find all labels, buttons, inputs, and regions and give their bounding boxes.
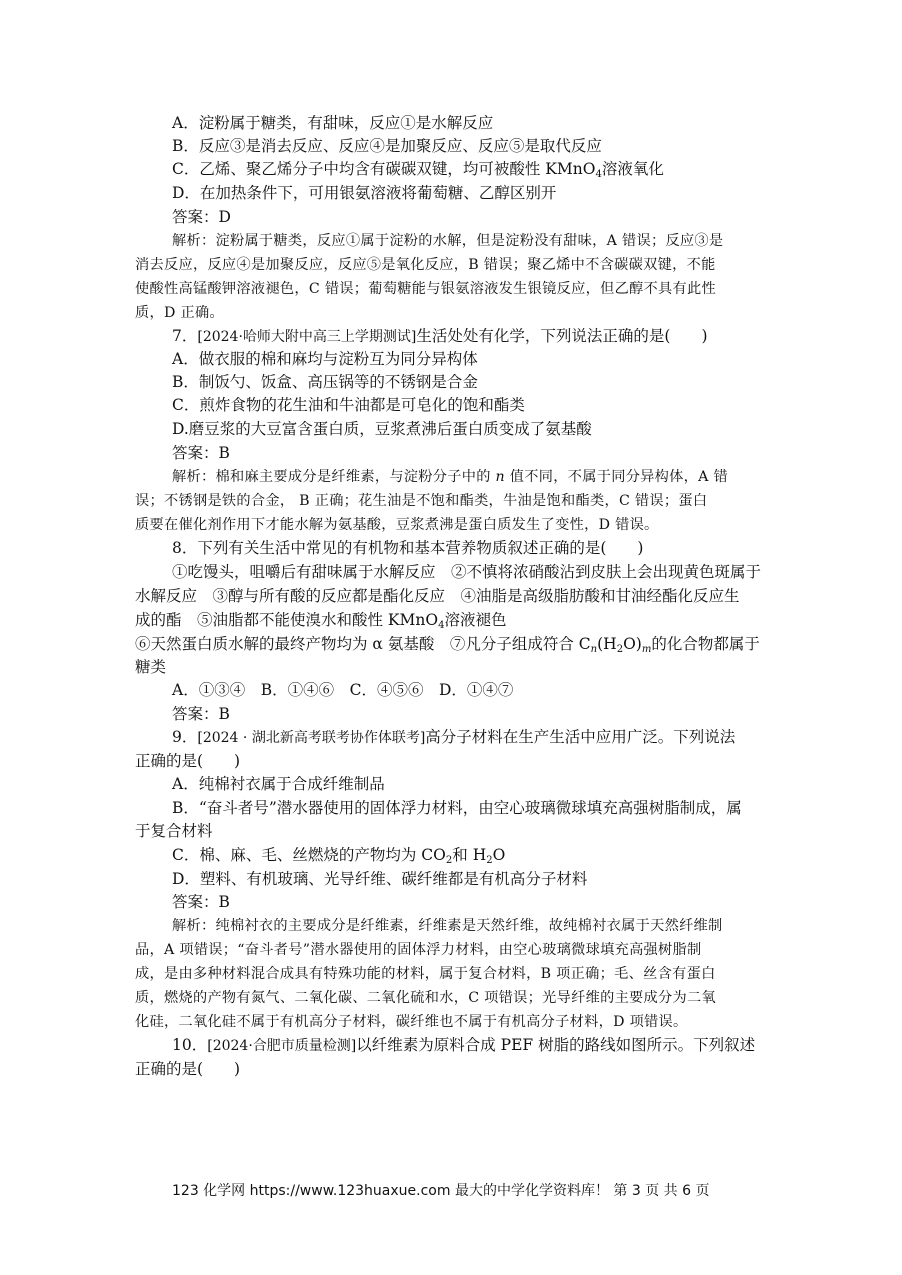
answer: 答案：D bbox=[172, 208, 231, 226]
option-a: A．淀粉属于糖类，有甜味，反应①是水解反应 bbox=[172, 114, 494, 132]
analysis-line: 解析：纯棉衬衣的主要成分是纤维素，纤维素是天然纤维，故纯棉衬衣属于天然纤维制 bbox=[172, 918, 723, 934]
option-d: D．在加热条件下，可用银氨溶液将葡萄糖、乙醇区别开 bbox=[172, 184, 557, 202]
question-source: [2024 · 湖北新高考联考协作体联考] bbox=[197, 730, 426, 746]
question-7-stem: 7．[2024·哈师大附中高三上学期测试]生活处处有化学，下列说法正确的是( ) bbox=[172, 327, 708, 345]
question-9-stem: 正确的是( ) bbox=[135, 752, 241, 770]
question-8-items: ①吃馒头，咀嚼后有甜味属于水解反应 ②不慎将浓硝酸沾到皮肤上会出现黄色斑属于 bbox=[172, 563, 762, 581]
analysis-line: 解析：棉和麻主要成分是纤维素，与淀粉分子中的 n 值不同，不属于同分异构体，A 错 bbox=[172, 469, 728, 485]
option-c: C．乙烯、聚乙烯分子中均含有碳碳双键，均可被酸性 KMnO$_4$溶液氧化 bbox=[172, 160, 664, 181]
question-9-stem: 9．[2024 · 湖北新高考联考协作体联考]高分子材料在生产生活中应用广泛。下列说法 bbox=[172, 728, 736, 746]
analysis-line: 消去反应，反应④是加聚反应，反应⑤是氧化反应，B 错误；聚乙烯中不含碳碳双键，不能 bbox=[135, 257, 716, 273]
analysis-line: 解析：淀粉属于糖类，反应①属于淀粉的水解，但是淀粉没有甜味，A 错误；反应③是 bbox=[172, 233, 724, 249]
option-d: D．塑料、有机玻璃、光导纤维、碳纤维都是有机高分子材料 bbox=[172, 870, 588, 888]
answer: 答案：B bbox=[172, 705, 230, 723]
question-8-options: A．①③④ B．①④⑥ C．④⑤⑥ D．①④⑦ bbox=[172, 681, 514, 699]
analysis-line: 使酸性高锰酸钾溶液褪色，C 错误；葡萄糖能与银氨溶液发生银镜反应，但乙醇不具有此性 bbox=[135, 281, 716, 297]
option-c: C．煎炸食物的花生油和牛油都是可皂化的饱和酯类 bbox=[172, 396, 525, 414]
option-b: 于复合材料 bbox=[135, 822, 213, 840]
option-b: B．反应③是消去反应、反应④是加聚反应、反应⑤是取代反应 bbox=[172, 137, 602, 155]
page-footer: 123 化学网 https://www.123huaxue.com 最大的中学化学资料库！ 第 3 页 共 6 页 bbox=[172, 1183, 710, 1199]
question-10-stem: 10．[2024·合肥市质量检测]以纤维素为原料合成 PEF 树脂的路线如图所示。下列叙述 bbox=[172, 1036, 756, 1054]
analysis-line: 成，是由多种材料混合成具有特殊功能的材料，属于复合材料，B 项正确；毛、丝含有蛋白 bbox=[135, 966, 716, 982]
answer: 答案：B bbox=[172, 444, 230, 462]
question-8-items: 水解反应 ③醇与所有酸的反应都是酯化反应 ④油脂是高级脂肪酸和甘油经酯化反应生 bbox=[135, 587, 740, 605]
analysis-line: 质要在催化剂作用下才能水解为氨基酸，豆浆煮沸是蛋白质发生了变性，D 错误。 bbox=[135, 517, 659, 533]
option-d: D.磨豆浆的大豆富含蛋白质，豆浆煮沸后蛋白质变成了氨基酸 bbox=[172, 420, 592, 438]
answer: 答案：B bbox=[172, 893, 230, 911]
question-source: [2024·合肥市质量检测] bbox=[207, 1038, 357, 1054]
question-source: [2024·哈师大附中高三上学期测试] bbox=[197, 329, 417, 345]
question-8-items: ⑥天然蛋白质水解的最终产物均为 α 氨基酸 ⑦凡分子组成符合 $C_n(H_2O)_m$的化合物都属于 bbox=[135, 635, 760, 656]
question-8-items: 糖类 bbox=[135, 658, 167, 676]
analysis-line: 质，燃烧的产物有氮气、二氧化碳、二氧化硫和水，C 项错误；光导纤维的主要成分为二氧 bbox=[135, 990, 716, 1006]
analysis-line: 品，A 项错误；“奋斗者号”潜水器使用的固体浮力材料，由空心玻璃微球填充高强树脂制 bbox=[135, 942, 702, 958]
analysis-line: 质，D 正确。 bbox=[135, 305, 224, 321]
question-10-stem: 正确的是( ) bbox=[135, 1060, 241, 1078]
analysis-line: 误；不锈钢是铁的合金， B 正确；花生油是不饱和酯类，牛油是饱和酯类，C 错误；蛋白 bbox=[135, 493, 708, 509]
option-b: B．“奋斗者号”潜水器使用的固体浮力材料，由空心玻璃微球填充高强树脂制成，属 bbox=[172, 799, 742, 817]
analysis-line: 化硅，二氧化硅不属于有机高分子材料，碳纤维也不属于有机高分子材料，D 项错误。 bbox=[135, 1014, 688, 1030]
option-a: A．做衣服的棉和麻均与淀粉互为同分异构体 bbox=[172, 350, 478, 368]
question-8-items: 成的酯 ⑤油脂都不能使溴水和酸性 KMnO$_4$溶液褪色 bbox=[135, 611, 507, 632]
option-c: C．棉、麻、毛、丝燃烧的产物均为 $CO_2$和 $H_2O$ bbox=[172, 846, 506, 867]
question-8-stem: 8．下列有关生活中常见的有机物和基本营养物质叙述正确的是( ) bbox=[172, 539, 644, 557]
option-a: A．纯棉衬衣属于合成纤维制品 bbox=[172, 775, 385, 793]
option-b: B．制饭勺、饭盒、高压锅等的不锈钢是合金 bbox=[172, 373, 478, 391]
